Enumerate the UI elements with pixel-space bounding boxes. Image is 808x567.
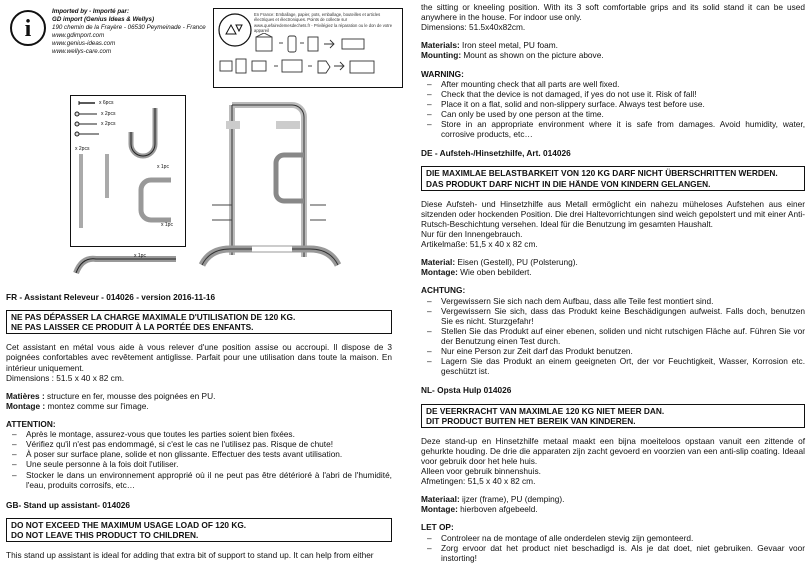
part-label: x 2pcs: [101, 111, 116, 117]
intro-text: This stand up assistant is ideal for adding that extra bit of support to stand up. It can help from either: [6, 550, 374, 561]
part-label: x 1pc: [157, 164, 169, 170]
fr-section: [6, 292, 392, 560]
section-title: DE - Aufsteh-/Hinsetzhilfe, Art. 014026: [421, 148, 571, 159]
dimensions-text: Artikelmaße: 51,5 x 40 x 82 cm.: [421, 239, 538, 250]
recycling-info-box: [213, 8, 403, 88]
warning-heading: WARNING:: [421, 68, 464, 79]
list-item: – After mounting check that all parts are well fixed.: [421, 79, 805, 89]
warning-heading: LET OP:: [421, 522, 454, 533]
dimensions-text: Dimensions: 51.5x40x82cm.: [421, 22, 526, 33]
list-item: – Can only be used by one person at the time.: [421, 109, 805, 119]
mounting-line: Montage: Wie oben bebildert.: [421, 267, 532, 278]
warning-heading: ACHTUNG:: [421, 285, 466, 296]
mounting-line: Mounting: Mount as shown on the picture above.: [421, 50, 604, 61]
dimensions-text: Afmetingen: 51,5 x 40 x 82 cm.: [421, 476, 536, 487]
part-label: x 1pc: [161, 222, 173, 228]
list-item: – Vérifiez qu'il n'est pas endommagé, si c'est le cas ne l'utilisez pas. Risque de chute!: [6, 439, 392, 449]
materials-line: Material: Eisen (Gestell), PU (Polsterung).: [421, 257, 578, 268]
info-icon: i: [10, 10, 46, 46]
section-title: FR - Assistant Releveur - 014026 - version 2016-11-16: [6, 292, 216, 302]
sorting-pictograms-icon: [216, 33, 402, 85]
warning-list: [421, 79, 805, 140]
assembled-product-drawing: [192, 95, 352, 281]
part-label: x 1pc: [134, 253, 146, 259]
intro-text: the sitting or kneeling position. With its 3 soft comfortable grips and its solid stand it can be used anywhere in the house. For indoor use only.: [421, 2, 805, 23]
warning-heading: ATTENTION:: [6, 418, 56, 429]
list-item: – Vergewissern Sie sich nach dem Aufbau, dass alle Teile fest montiert sind.: [421, 296, 805, 306]
warning-box: NE PAS DÉPASSER LA CHARGE MAXIMALE D'UTILISATION DE 120 KG. NE PAS LAISSER CE PRODUIT À LA PORTÉE DES ENFANTS.: [6, 310, 392, 334]
warning-box: DIE MAXIMLAE BELASTBARKEIT VON 120 KG DARF NICHT ÜBERSCHRITTEN WERDEN. DAS PRODUKT DARF NICHT IN DIE HÄNDE VON KINDERN GELANGEN.: [421, 166, 805, 190]
list-item: – Après le montage, assurez-vous que toutes les parties soient bien fixées.: [6, 429, 392, 439]
dimensions-text: Dimensions : 51.5 x 40 x 82 cm.: [6, 372, 125, 383]
warning-list: [421, 296, 805, 377]
list-item: – Nur eine Person zur Zeit darf das Produkt benutzen.: [421, 346, 805, 356]
mounting-line: Montage: hierboven afgebeeld.: [421, 504, 538, 515]
importer-address: Imported by - Importé par: GD import (Genius Ideas & Wellys) 190 chemin de la Frayère - 06530 Peymeinade - France www.gdimport.com www.genius-ideas.com www.wellys-care.com: [52, 8, 206, 56]
warning-list: [421, 533, 805, 563]
list-item: – Stocker le dans un environnement approprié où il ne peut pas être détérioré à l'abri de l'humidité, l'eau, produits corrosifs, etc…: [6, 470, 392, 490]
list-item: – Une seule personne à la fois doit l'utiliser.: [6, 459, 392, 469]
intro-text: Diese Aufsteh- und Hinsetzhilfe aus Metall ermöglicht ein nahezu müheloses Aufstehen aus einer sitzenden oder hockenden Position. Die drei Haltevorrichtungen sind weich gepolstert und mit einer Anti-Rutsch-Beschichtung versehen. Ideal für die Benutzung im gesamten Haushalt.: [421, 198, 805, 229]
mounting-line: Montage : montez comme sur l'image.: [6, 400, 149, 411]
part-label: x 2pcs: [75, 146, 90, 152]
list-item: – Vergewissern Sie sich, dass das Produkt keine Beschädigungen aufweist. Falls doch, benutzen Sie es nicht. Sturzgefahr!: [421, 306, 805, 326]
importer-block: [8, 4, 204, 87]
list-item: – À poser sur surface plane, solide et non glissante. Effectuer des tests avant utilisation.: [6, 449, 392, 459]
list-item: – Zorg ervoor dat het product niet beschadigd is. Als je dat doet, niet gebruiken. Gevaar voor instorting!: [421, 543, 805, 563]
base-bar-drawing: [70, 245, 184, 281]
materials-line: Materiaal: ijzer (frame), PU (demping).: [421, 494, 565, 505]
materials-line: Matières : structure en fer, mousse des poignées en PU.: [6, 390, 216, 401]
list-item: – Check that the device is not damaged, if yes do not use it. Risk of fall!: [421, 89, 805, 99]
intro-text: Deze stand-up en Hinsetzhilfe metaal maakt een bijna moeiteloos opstaan vanuit een zittende of gehurkte houding. De drie die apparaten zijn zacht gevoerd en voorzien van een anti-slip coating. Ideaal voor gebruik door het hele huis.: [421, 435, 805, 466]
list-item: – Stellen Sie das Produkt auf einer ebenen, soliden und nicht rutschigen Fläche auf. Führen Sie vor der Benutzung einen Test durch.: [421, 326, 805, 346]
intro-text: Cet assistant en métal vous aide à vous relever d'une position assise ou accroupi. Il dispose de 3 poignées confortables avec revêtement antiglisse. Parfait pour une utilisation dans toute la maison. En intérieur uniquement.: [6, 342, 392, 373]
recycling-text: En France: Emballage, papier, pots, emballage, bouteilles et articles électriques et électroniques. Points de collecte sur www.quefairedemesdechets.fr - Privilégiez la réparation ou le don de votre appareil: [254, 12, 393, 33]
warning-box: DE VEERKRACHT VAN MAXIMLAE 120 KG NIET MEER DAN. DIT PRODUCT BUITEN HET BEREIK VAN KINDEREN.: [421, 404, 805, 428]
section-title: NL- Opsta Hulp 014026: [421, 385, 512, 396]
parts-list-box: [70, 95, 186, 247]
part-label: x 2pcs: [101, 121, 116, 127]
warning-list: [6, 429, 392, 490]
assembly-figure: [70, 95, 356, 281]
warning-box: DO NOT EXCEED THE MAXIMUM USAGE LOAD OF 120 KG. DO NOT LEAVE THIS PRODUCT TO CHILDREN.: [6, 518, 392, 542]
list-item: – Store in an appropriate environment where it is safe from damages. Avoid humidity, water, corrosive products, etc…: [421, 119, 805, 139]
list-item: – Lagern Sie das Produkt an einem geeigneten Ort, der vor Feuchtigkeit, Wasser, Korrosion etc. geschützt ist.: [421, 356, 805, 376]
list-item: – Place it on a flat, solid and non-slippery surface. Always test before use.: [421, 99, 805, 109]
materials-line: Materials: Iron steel metal, PU foam.: [421, 40, 558, 51]
section-title: GB- Stand up assistant- 014026: [6, 499, 131, 510]
list-item: – Controleer na de montage of alle onderdelen stevig zijn gemonteerd.: [421, 533, 805, 543]
part-label: x 6pcs: [99, 100, 114, 106]
